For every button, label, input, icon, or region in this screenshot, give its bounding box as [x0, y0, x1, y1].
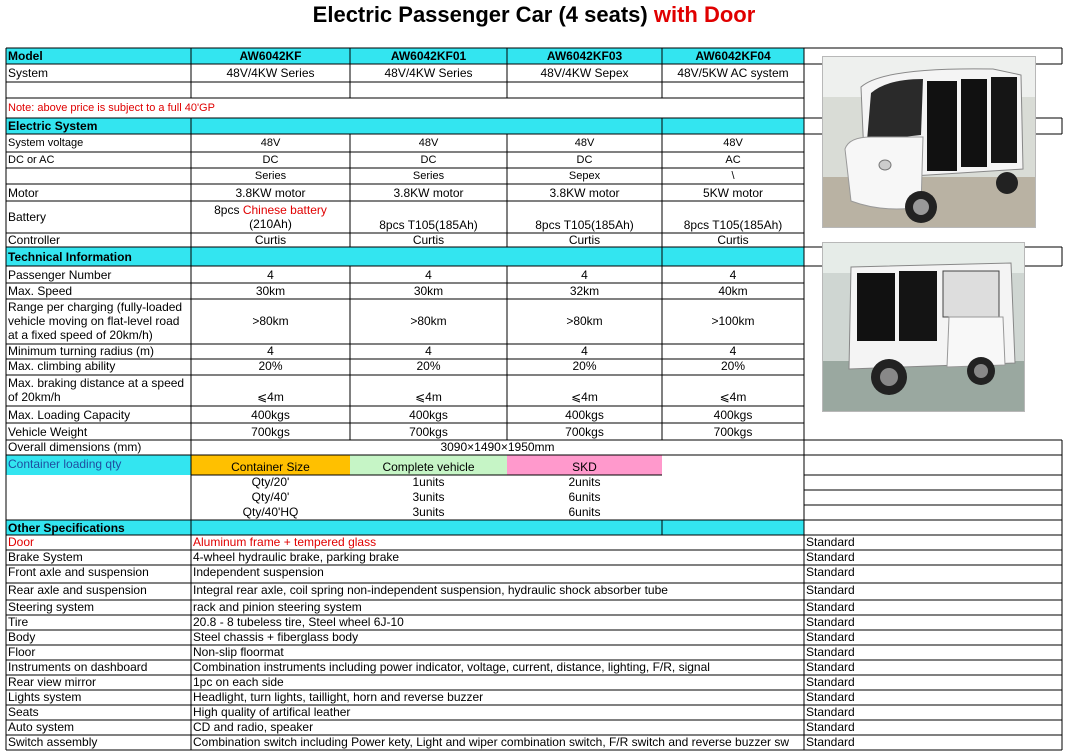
spec-status: Standard [806, 630, 855, 644]
model-name: AW6042KF04 [695, 49, 771, 63]
container-size: Qty/20' [251, 475, 290, 489]
system: System [8, 66, 49, 80]
controller-value: Curtis [717, 233, 749, 247]
braking: Max. braking distance at a speed of 20km/h [8, 376, 185, 404]
spec-value: Aluminum frame + tempered glass [193, 535, 377, 549]
battery-label: Battery [8, 210, 47, 224]
spec-status: Standard [806, 645, 855, 659]
controller-value: Curtis [412, 233, 445, 247]
dc-ac-value: AC [725, 154, 741, 166]
container-header: SKD [572, 460, 597, 474]
vehicle-weight-value: 700kgs [409, 425, 448, 439]
climbing-value: 20% [416, 359, 441, 373]
container-complete: 3units [412, 505, 445, 519]
spec-name: Auto system [8, 720, 75, 734]
motor-value: 5KW motor [702, 186, 763, 200]
battery-value: 8pcs T105(185Ah) [683, 218, 783, 232]
passengers-value: 4 [267, 268, 274, 282]
container-skd: 2units [568, 475, 601, 489]
loading-capacity-value: 400kgs [409, 408, 448, 422]
vehicle-weight-value: 700kgs [713, 425, 753, 439]
turning-radius: Minimum turning radius (m) [8, 344, 155, 358]
spec-name: Front axle and suspension [8, 565, 149, 579]
battery-value [191, 201, 350, 233]
passengers-value: 4 [729, 268, 737, 282]
spec-status: Standard [806, 615, 855, 629]
spec-value: High quality of artifical leather [193, 705, 351, 719]
climbing: Max. climbing ability [8, 359, 116, 373]
spec-name: Steering system [8, 600, 95, 614]
container-label: Container loading qty [8, 457, 122, 471]
loading-capacity-value: 400kgs [713, 408, 753, 422]
system-value: 48V/5KW AC system [677, 66, 789, 80]
spec-value: 4-wheel hydraulic brake, parking brake [193, 550, 400, 564]
spec-value: CD and radio, speaker [193, 720, 314, 734]
price-note: Note: above price is subject to a full 40'GP [8, 102, 215, 114]
spec-status: Standard [806, 690, 855, 704]
passengers: Passenger Number [8, 268, 112, 282]
container-size: Qty/40'HQ [242, 505, 299, 519]
model-name: AW6042KF03 [546, 49, 623, 63]
loading-capacity-value: 400kgs [251, 408, 290, 422]
battery-value-line2: (210Ah) [249, 217, 292, 231]
system-value: 48V/4KW Series [384, 66, 473, 80]
car-photo-front [822, 56, 1036, 228]
voltage: System voltage [8, 137, 84, 149]
container-size: Qty/40' [251, 490, 290, 504]
spec-name: Rear view mirror [8, 675, 97, 689]
title-main: Electric Passenger Car (4 seats) [312, 2, 648, 27]
motor-type-value: Series [254, 170, 287, 182]
title-accent: with Door [653, 2, 756, 27]
braking-value: ⩽4m [571, 390, 598, 404]
voltage-value: 48V [260, 137, 281, 149]
loading-capacity-value: 400kgs [565, 408, 604, 422]
motor-value: 3.8KW motor [235, 186, 306, 200]
passengers-value: 4 [581, 268, 588, 282]
voltage-value: 48V [723, 137, 743, 149]
max-speed-value: 40km [718, 284, 748, 298]
max-speed: Max. Speed [8, 284, 73, 298]
motor-type-value: \ [731, 170, 735, 182]
container-complete: 3units [412, 490, 445, 504]
passengers-value: 4 [425, 268, 432, 282]
motor-value: 3.8KW motor [393, 186, 464, 200]
controller-value: Curtis [254, 233, 287, 247]
range: Range per charging (fully-loaded vehicle moving on flat-level road at a fixed speed of 20km/h) [8, 300, 183, 342]
spec-status: Standard [806, 660, 855, 674]
spec-status: Standard [806, 565, 855, 579]
spec-name: Door [8, 535, 35, 549]
model-name: AW6042KF [239, 49, 302, 63]
spec-name: Instruments on dashboard [8, 660, 148, 674]
spec-name: Floor [8, 645, 36, 659]
range-value: >80km [566, 314, 603, 328]
car-photo-side-icon [823, 243, 1024, 411]
container-header: Complete vehicle [382, 460, 475, 474]
turning-radius-value: 4 [729, 344, 737, 358]
voltage-value: 48V [418, 137, 439, 149]
dc-ac: DC or AC [8, 154, 55, 166]
controller-value: Curtis [568, 233, 601, 247]
spec-value: Combination instruments including power indicator, voltage, current, distance, lighting, F/R, signal [193, 660, 710, 674]
spec-status: Standard [806, 550, 855, 564]
container-skd: 6units [568, 505, 601, 519]
spec-name: Seats [8, 705, 39, 719]
dims-value: 3090×1490×1950mm [440, 440, 555, 454]
climbing-value: 20% [720, 359, 746, 373]
vehicle-weight: Vehicle Weight [8, 425, 88, 439]
spec-status: Standard [806, 583, 855, 597]
battery-value-prefix: 8pcs [214, 203, 243, 217]
battery-value: 8pcs T105(185Ah) [535, 218, 634, 232]
other-header: Other Specifications [8, 521, 125, 535]
turning-radius-value: 4 [581, 344, 588, 358]
spec-value: Combination switch including Power kety, Light and wiper combination switch, F/R switch and reverse buzzer sw [193, 735, 790, 749]
range-value: >100km [711, 314, 755, 328]
spec-name: Brake System [8, 550, 83, 564]
spec-status: Standard [806, 720, 855, 734]
motor-type [6, 168, 191, 184]
dc-ac-value: DC [420, 154, 437, 166]
container-complete: 1units [412, 475, 445, 489]
spec-value: 20.8 - 8 tubeless tire, Steel wheel 6J-10 [193, 615, 404, 629]
container-header: Container Size [231, 460, 310, 474]
spec-status: Standard [806, 705, 855, 719]
system-value: 48V/4KW Sepex [540, 66, 629, 80]
model-header: Model [8, 49, 43, 63]
spec-value: rack and pinion steering system [193, 600, 362, 614]
spec-name: Tire [8, 615, 29, 629]
spec-value: Non-slip floormat [193, 645, 284, 659]
spec-value: 1pc on each side [193, 675, 284, 689]
spec-status: Standard [806, 735, 855, 749]
battery-value-line1 [193, 203, 348, 217]
range-value: >80km [252, 314, 289, 328]
spec-status: Standard [806, 675, 855, 689]
vehicle-weight-value: 700kgs [565, 425, 604, 439]
turning-radius-value: 4 [267, 344, 274, 358]
car-photo-side [822, 242, 1025, 412]
car-photo-front-icon [823, 57, 1035, 227]
max-speed-value: 30km [255, 284, 286, 298]
spec-value: Integral rear axle, coil spring non-independent suspension, hydraulic shock absorber tube [193, 583, 668, 597]
voltage-value: 48V [574, 137, 595, 149]
turning-radius-value: 4 [425, 344, 432, 358]
container-skd: 6units [568, 490, 601, 504]
motor: Motor [8, 186, 39, 200]
motor-type-value: Sepex [568, 170, 601, 182]
battery-value: 8pcs T105(185Ah) [379, 218, 478, 232]
range-value: >80km [410, 314, 447, 328]
climbing-value: 20% [572, 359, 597, 373]
dims-label: Overall dimensions (mm) [8, 440, 142, 454]
braking-value: ⩽4m [257, 390, 284, 404]
electric-header: Electric System [8, 119, 98, 133]
braking-value: ⩽4m [415, 390, 442, 404]
vehicle-weight-value: 700kgs [251, 425, 290, 439]
spec-name: Body [8, 630, 36, 644]
technical-header: Technical Information [8, 250, 132, 264]
spec-value: Steel chassis + fiberglass body [193, 630, 359, 644]
spec-name: Rear axle and suspension [8, 583, 147, 597]
climbing-value: 20% [258, 359, 283, 373]
model-name: AW6042KF01 [390, 49, 467, 63]
max-speed-value: 32km [569, 284, 600, 298]
system-value: 48V/4KW Series [226, 66, 315, 80]
motor-type-value: Series [412, 170, 445, 182]
controller: Controller [8, 233, 61, 247]
spec-value: Independent suspension [193, 565, 324, 579]
spec-status: Standard [806, 600, 855, 614]
motor-value: 3.8KW motor [549, 186, 620, 200]
dc-ac-value: DC [262, 154, 279, 166]
dc-ac-value: DC [576, 154, 593, 166]
spec-name: Switch assembly [8, 735, 98, 749]
max-speed-value: 30km [413, 284, 444, 298]
battery-value-brand: Chinese battery [242, 203, 327, 217]
spec-name: Lights system [8, 690, 82, 704]
loading-capacity: Max. Loading Capacity [8, 408, 131, 422]
braking-value: ⩽4m [719, 390, 747, 404]
spec-value: Headlight, turn lights, taillight, horn and reverse buzzer [193, 690, 484, 704]
spec-status: Standard [806, 535, 855, 549]
